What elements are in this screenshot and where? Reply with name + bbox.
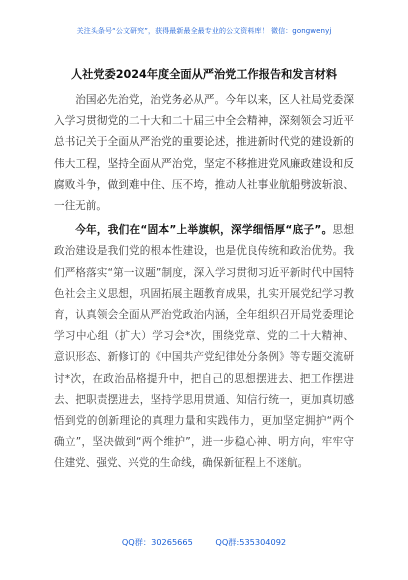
- document-body: [54, 90, 354, 478]
- promo-banner: 关注头条号“公文研究”，获得最新最全最专业的公文资料库！ 微信：gongwenyj: [76, 27, 332, 35]
- document-title: 人社党委2024年度全面从严治党工作报告和发言材料: [70, 68, 338, 81]
- intro-paragraph: 治国必先治党，治党务必从严。今年以来，区人社局党委深入学习贯彻党的二十大和二十届三中全会精神，深刻领会习近平总书记关于全面从严治党的重要论述，推进新时代党的建设新的伟大工程，坚持全面从严治党，坚定不移推进党风廉政建设和反腐败斗争，做到难中住、压不垮，推动人社事业航船劈波斩浪、一往无前。: [54, 94, 354, 213]
- section-paragraph: [54, 220, 354, 474]
- qq-group-2: QQ群:535304092: [215, 537, 287, 547]
- qq-group-1: QQ群：30265665: [121, 537, 193, 547]
- footer: [0, 537, 408, 548]
- section-heading: 今年，我们在“固本”上举旗帜，深学细悟厚“底子”。: [75, 224, 333, 237]
- section-body: 思想政治建设是我们党的根本性建设，也是优良传统和政治优势。我们严格落实“第一议题”制度，深入学习贯彻习近平新时代中国特色社会主义思想，巩固拓展主题教育成果，扎实开展党纪学习教育，认真领会全面从严治党政治内涵，全年组织召开局党委理论学习中心组（扩大）学习会*次，围绕党章、党的二十大精神、意识形态、新修订的《中国共产党纪律处分条例》等专题交流研讨*次，在政治品格提升中，把自己的思想摆进去、把工作摆进去、把职责摆进去，坚持学思用贯通、知信行统一，更加真切感悟到党的创新理论的真理力量和实践伟力，更加坚定拥护“两个确立”，坚决做到“两个维护”，进一步稳心神、明方向，牢牢守住建党、强党、兴党的生命线，确保新征程上不迷航。: [54, 224, 354, 470]
